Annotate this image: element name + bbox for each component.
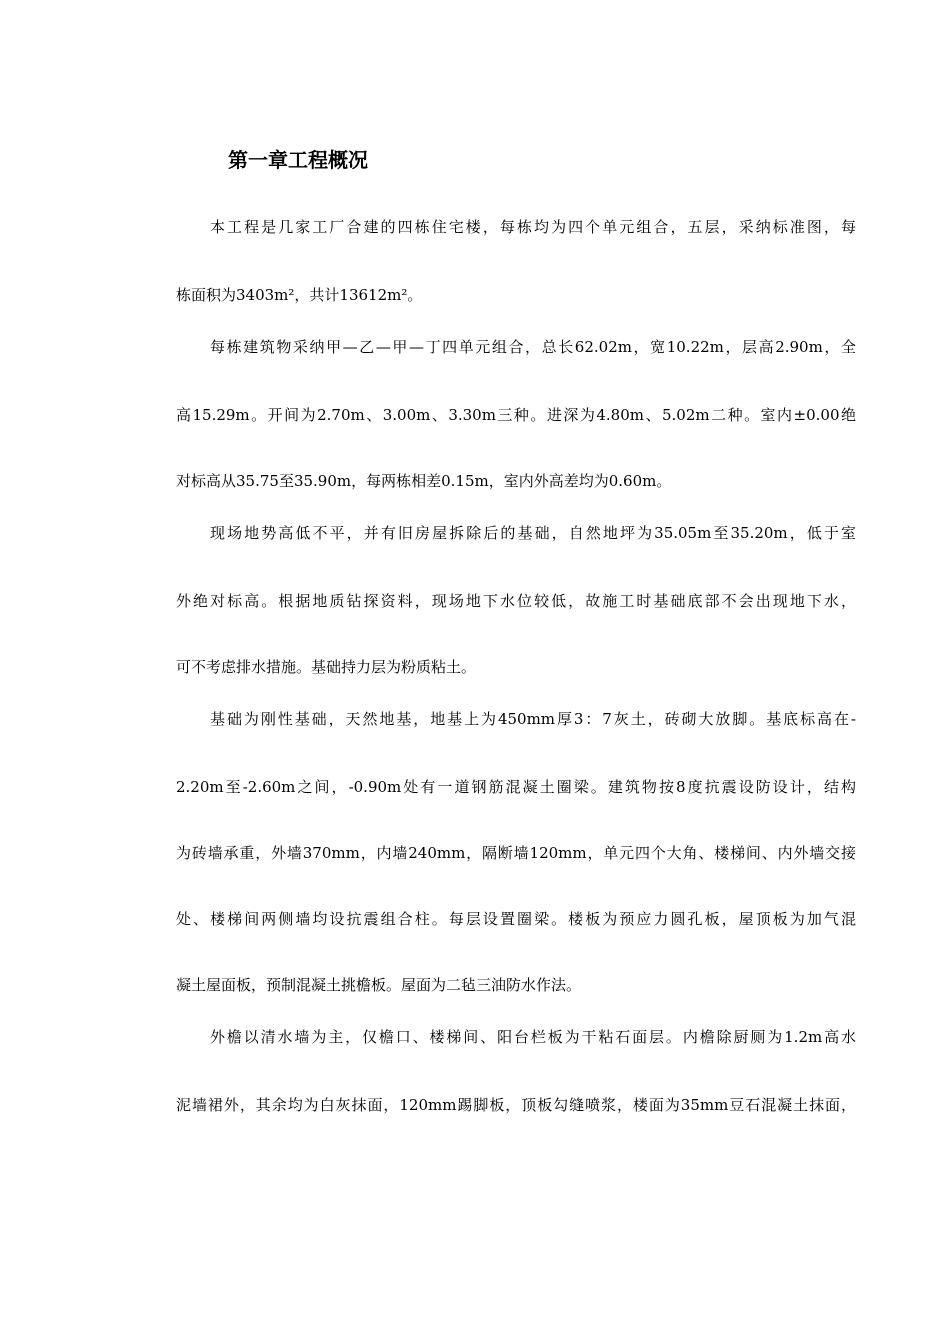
paragraph-line: 对标高从35.75至35.90m，每两栋相差0.15m，室内外高差均为0.60m。	[176, 472, 672, 490]
paragraph-line: 泥墙裙外，其余均为白灰抹面，120mm踢脚板，顶板勾缝喷浆，楼面为35mm豆石混凝土抹面，	[176, 1096, 856, 1114]
chapter-title: 第一章工程概况	[228, 148, 368, 172]
paragraph-line: 处、楼梯间两侧墙均设抗震组合柱。每层设置圈梁。楼板为预应力圆孔板，屋顶板为加气混	[176, 910, 856, 928]
paragraph-line: 现场地势高低不平，并有旧房屋拆除后的基础，自然地坪为35.05m至35.20m，低于室	[210, 524, 856, 542]
paragraph-line: 外绝对标高。根据地质钻探资料，现场地下水位较低，故施工时基础底部不会出现地下水，	[176, 592, 856, 610]
paragraph-line: 为砖墙承重，外墙370mm，内墙240mm，隔断墙120mm，单元四个大角、楼梯间、内外墙交接	[176, 844, 856, 862]
paragraph-line: 本工程是几家工厂合建的四栋住宅楼，每栋均为四个单元组合，五层，采纳标准图，每	[210, 218, 856, 236]
paragraph-line: 每栋建筑物采纳甲—乙—甲—丁四单元组合，总长62.02m，宽10.22m，层高2.90m，全	[210, 338, 856, 356]
paragraph-line: 高15.29m。开间为2.70m、3.00m、3.30m三种。进深为4.80m、5.02m二种。室内±0.00绝	[176, 406, 856, 424]
paragraph-line: 外檐以清水墙为主，仅檐口、楼梯间、阳台栏板为干粘石面层。内檐除厨厕为1.2m高水	[210, 1028, 856, 1046]
paragraph-line: 凝土屋面板，预制混凝土挑檐板。屋面为二毡三油防水作法。	[176, 976, 582, 994]
paragraph-line: 基础为刚性基础，天然地基，地基上为450mm厚3：7灰土，砖砌大放脚。基底标高在-	[210, 710, 856, 728]
paragraph-line: 可不考虑排水措施。基础持力层为粉质粘土。	[176, 658, 477, 676]
paragraph-line: 栋面积为3403m²，共计13612m²。	[176, 286, 423, 304]
paragraph-line: 2.20m至-2.60m之间，-0.90m处有一道钢筋混凝土圈梁。建筑物按8度抗震设防设计，结构	[176, 778, 856, 796]
